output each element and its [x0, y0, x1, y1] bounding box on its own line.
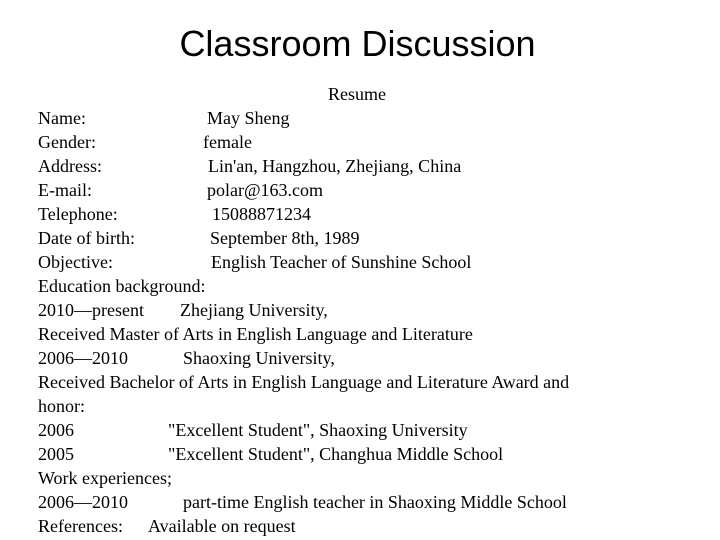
resume-heading: Resume: [328, 84, 386, 104]
award-description: "Excellent Student", Shaoxing University: [168, 420, 468, 440]
name-label: Name:: [38, 108, 86, 128]
references-value: Available on request: [148, 516, 296, 536]
education-period: 2010—present: [38, 300, 144, 320]
objective-label: Objective:: [38, 252, 113, 272]
education-degree: Received Bachelor of Arts in English Language and Literature Award and: [38, 372, 570, 392]
award-year: 2005: [38, 444, 74, 464]
objective-value: English Teacher of Sunshine School: [211, 252, 472, 272]
dob-value: September 8th, 1989: [210, 228, 360, 248]
award-year: 2006: [38, 420, 74, 440]
dob-label: Date of birth:: [38, 228, 135, 248]
email-label: E-mail:: [38, 180, 92, 200]
address-value: Lin'an, Hangzhou, Zhejiang, China: [208, 156, 462, 176]
address-label: Address:: [38, 156, 102, 176]
gender-label: Gender:: [38, 132, 96, 152]
name-value: May Sheng: [207, 108, 290, 128]
work-description: part-time English teacher in Shaoxing Middle School: [183, 492, 567, 512]
email-value: polar@163.com: [207, 180, 324, 200]
education-school: Zhejiang University,: [180, 300, 328, 320]
gender-value: female: [203, 132, 252, 152]
education-period: 2006—2010: [38, 348, 128, 368]
education-degree-continued: honor:: [38, 396, 85, 416]
references-label: References:: [38, 516, 123, 536]
telephone-value: 15088871234: [212, 204, 311, 224]
telephone-label: Telephone:: [38, 204, 118, 224]
education-degree: Received Master of Arts in English Language and Literature: [38, 324, 473, 344]
award-description: "Excellent Student", Changhua Middle School: [168, 444, 504, 464]
slide-title: Classroom Discussion: [179, 23, 536, 64]
work-heading: Work experiences;: [38, 468, 172, 488]
education-school: Shaoxing University,: [183, 348, 335, 368]
education-heading: Education background:: [38, 276, 206, 296]
work-period: 2006—2010: [38, 492, 128, 512]
